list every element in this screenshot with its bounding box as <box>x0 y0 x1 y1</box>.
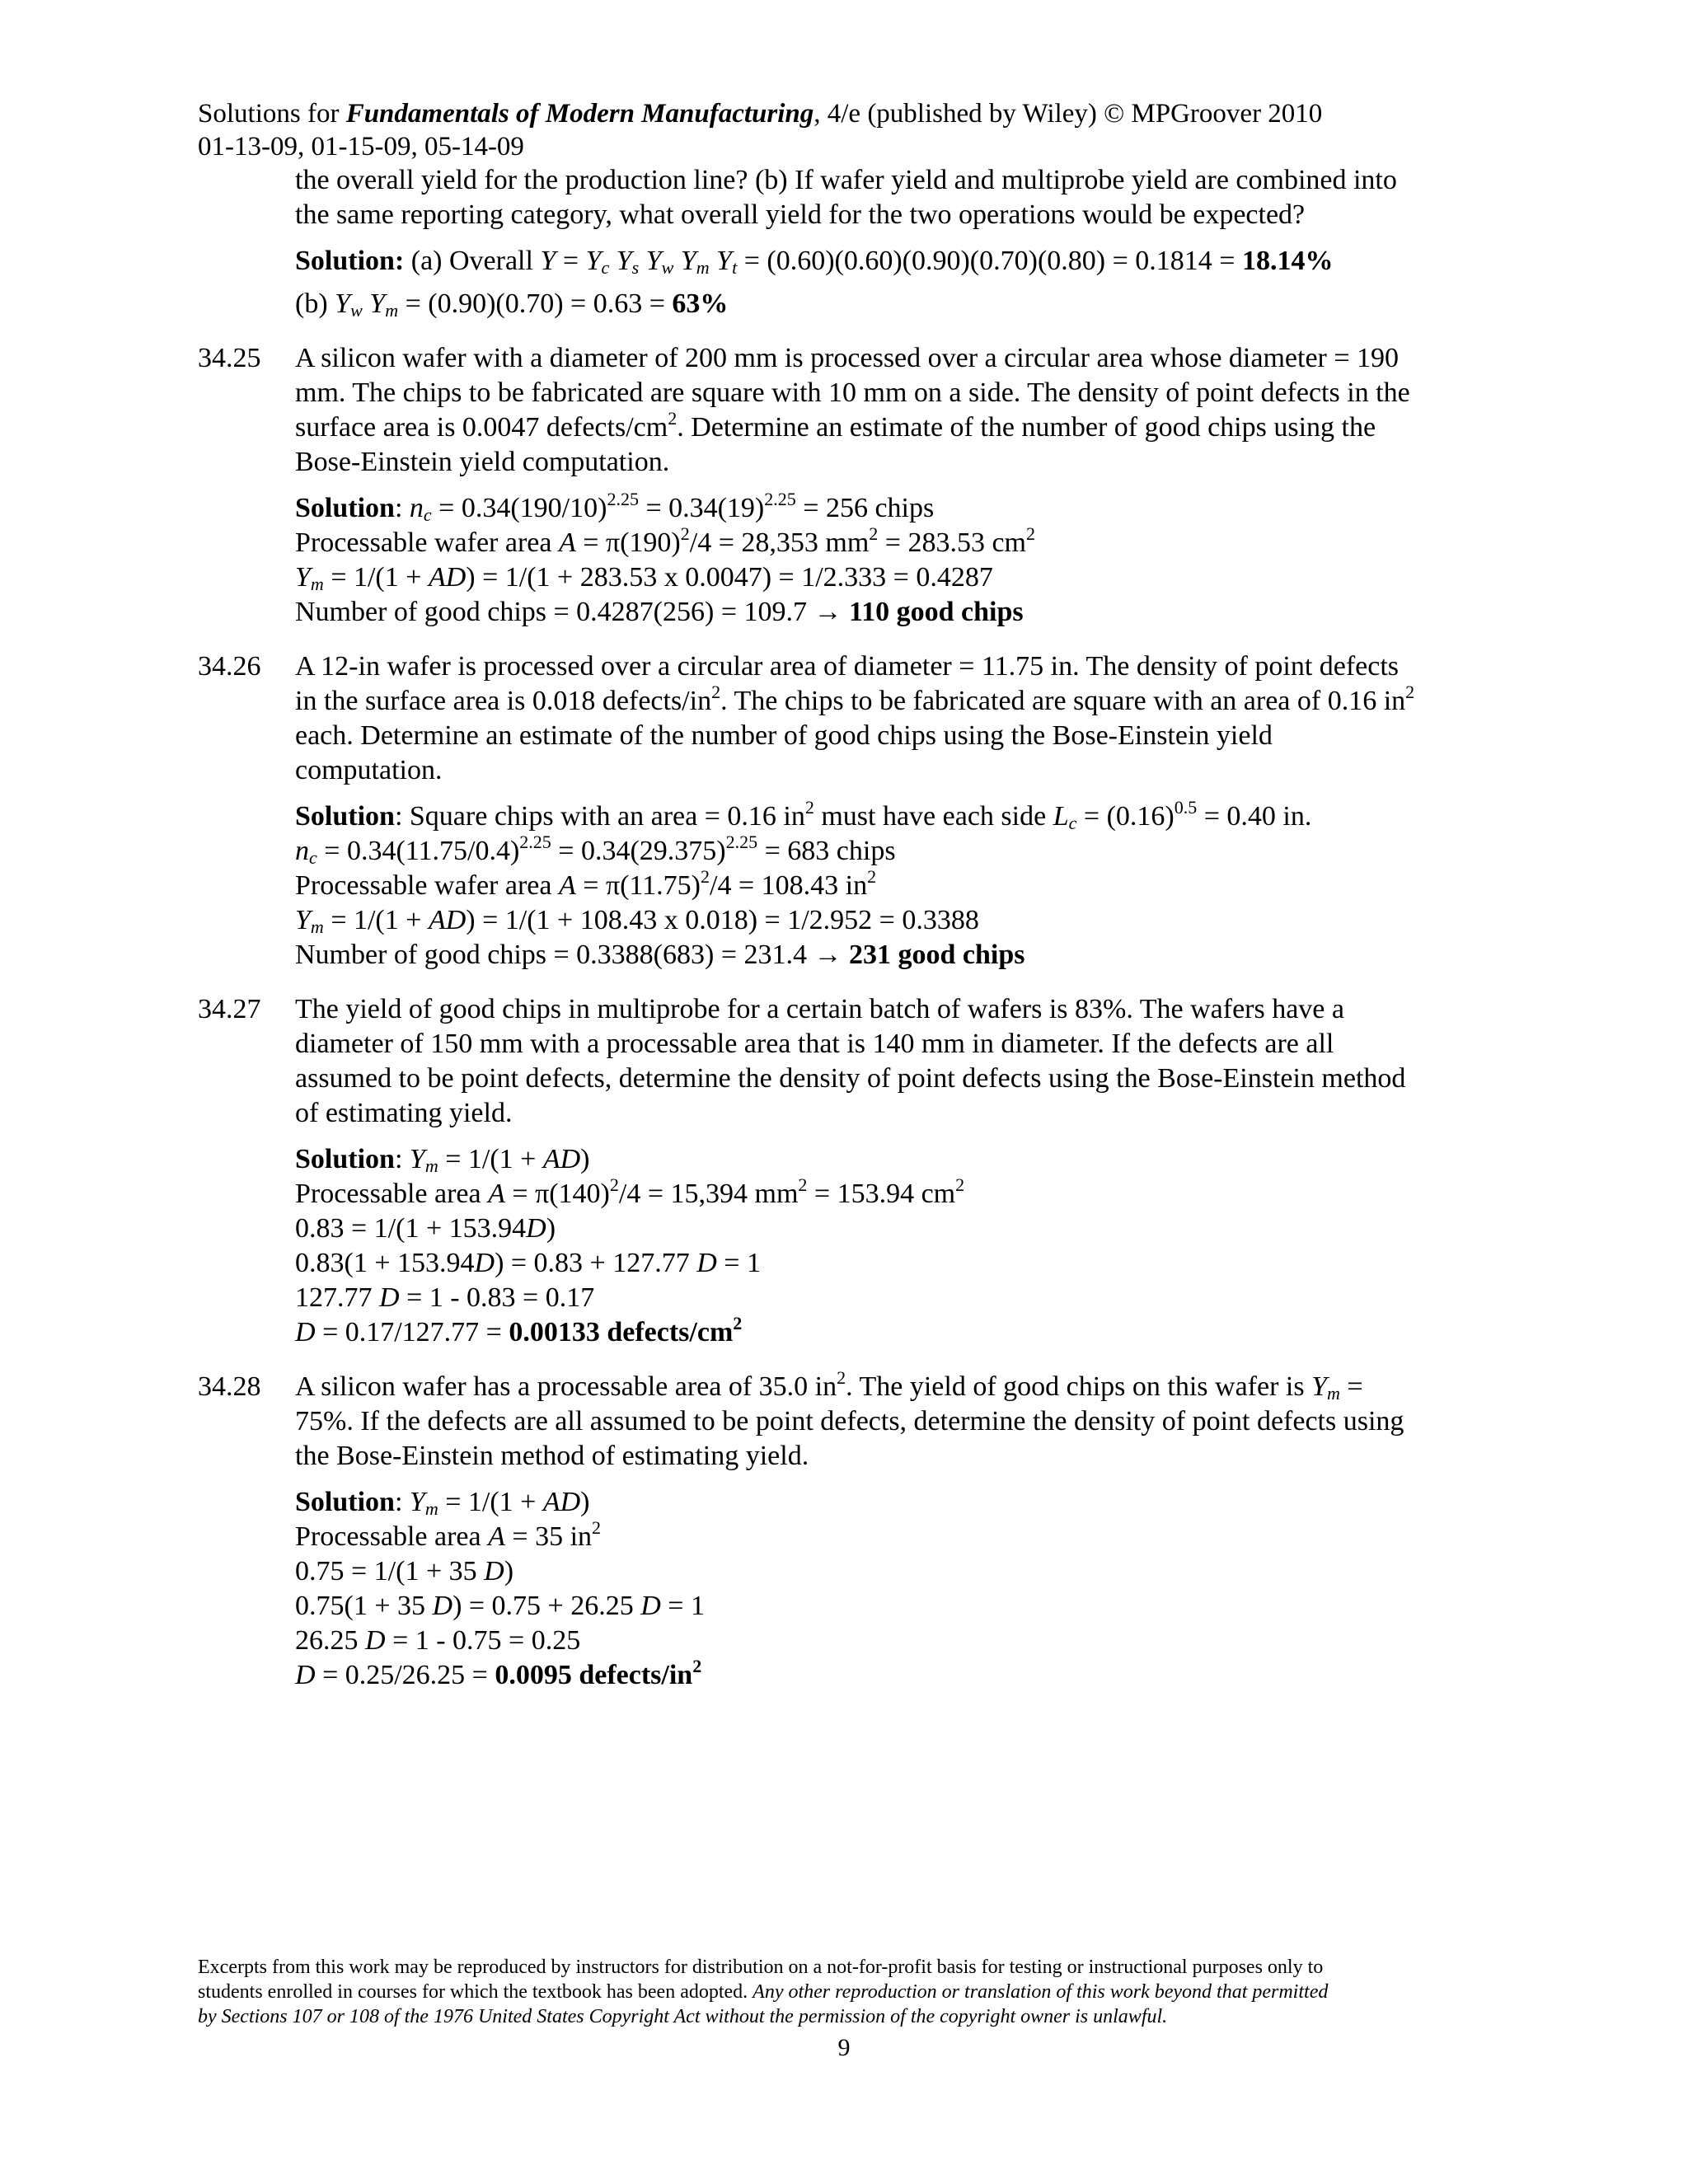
answer: 0.0095 defects/$in^2$ <box>495 1656 702 1690</box>
answer: 0.00133 defects/$cm^2$ <box>509 1313 743 1347</box>
problem-34-28: 34.28 A silicon wafer has a processable area of 35.0 $in^2$. The yield of good chips on this wafer is $Y_m$ = 75%. If the defects are all assumed to be point defects, determine the density of point defects using the Bose-Einstein method of estimating yield. Solution: $Y_m = 1/(1 + AD)$ Processable area A = 35 $in^2$ 0.75 = 1/(1 + 35 D) 0.75(1 + 35 D) = 0.75 + 26.25 D = 1 26.25 D = 1 - 0.75 = 0.25 D = 0.25/26.25 = 0.0095 defects/$in^2$ <box>198 1370 1484 1693</box>
problem-34-26: 34.26 A 12-in wafer is processed over a circular area of diameter = 11.75 in. The density of point defects in the surface area is 0.018 defects/$in^2$. The chips to be fabricated are square with an area of 0.16 $in^2$ each. Determine an estimate of the number of good chips using the Bose-Einstein yield computation. Solution: Square chips with an area = 0.16 $in^2$ must have each side $L_c = (0.16)^{0.5} = 0.40$ in. $n_c = 0.34(11.75/0.4)^{2.25} = 0.34(29.375)^{2.25} = 683$ chips Processable wafer area $A = \pi(11.75)^2/4 = 108.43$ $in^2$ $Y_m = 1/(1 + AD) = 1/(1 + 108.43$ x 0.018) = 1/2.952 = 0.3388 Number of good chips = 0.3388(683) = 231.4 → 231 good chips <box>198 649 1484 972</box>
problem-number: 34.26 <box>198 651 261 682</box>
book-title: Fundamentals of Modern Manufacturing <box>345 99 814 129</box>
header-title-line: Solutions for Fundamentals of Modern Manufacturing, 4/e (published by Wiley) © MPGroover 2010 <box>198 99 1323 129</box>
solution-34-26: Solution: Square chips with an area = 0.16 $in^2$ must have each side $L_c = (0.16)^{0.5} = 0.40$ in. $n_c = 0.34(11.75/0.4)^{2.25} = 0.34(29.375)^{2.25} = 683$ chips Processable wafer area $A = \pi(11.75)^2/4 = 108.43$ $in^2$ $Y_m = 1/(1 + AD) = 1/(1 + 108.43$ x 0.018) = 1/2.952 = 0.3388 Number of good chips = 0.3388(683) = 231.4 → 231 good chips <box>295 797 1312 970</box>
solution-34-27: Solution: $Y_m = 1/(1 + AD)$ Processable area $A = \pi(140)^2/4 = 15,394$ $mm^2 = 153.94$ $cm^2$ 0.83 = 1/(1 + 153.94D) 0.83(1 + 153.94D) = 0.83 + 127.77 D = 1 127.77 D = 1 - 0.83 = 0.17 D = 0.17/127.77 = 0.00133 defects/$cm^2$ <box>295 1144 965 1347</box>
page-content <box>198 163 1484 1693</box>
answer: 63% <box>672 288 729 319</box>
header-dates: 01-13-09, 01-15-09, 05-14-09 <box>198 132 524 162</box>
answer: 110 good chips <box>849 597 1024 627</box>
solution-carryover: Solution: (a) Overall $Y = Y_c$ $Y_s$ $Y_w$ $Y_m$ $Y_t = (0.60)(0.60)(0.90)(0.70)(0.80) = 0.1814 = 18.14\%$ (b) $Y_w$ $Y_m = (0.90)(0.70) = 0.63 = 63\%$ <box>295 246 1334 321</box>
problem-carryover: the overall yield for the production line? (b) If wafer yield and multiprobe yield are combined into the same reporting category, what overall yield for the two operations would be expected? Solution: (a) Overall $Y = Y_c$ $Y_s$ $Y_w$ $Y_m$ $Y_t = (0.60)(0.60)(0.90)(0.70)(0.80) = 0.1814 = 18.14\%$ (b) $Y_w$ $Y_m = (0.90)(0.70) = 0.63 = 63\%$ <box>198 163 1484 321</box>
page-number: 9 <box>837 2034 851 2061</box>
problem-number: 34.27 <box>198 994 261 1024</box>
solution-34-28: Solution: $Y_m = 1/(1 + AD)$ Processable area A = 35 $in^2$ 0.75 = 1/(1 + 35 D) 0.75(1 + 35 D) = 0.75 + 26.25 D = 1 26.25 D = 1 - 0.75 = 0.25 D = 0.25/26.25 = 0.0095 defects/$in^2$ <box>295 1487 705 1690</box>
problem-number: 34.25 <box>198 343 261 373</box>
problem-34-25: 34.25 A silicon wafer with a diameter of 200 mm is processed over a circular area whose diameter = 190 mm. The chips to be fabricated are square with 10 mm on a side. The density of point defects in the surface area is 0.0047 defects/$cm^2$. Determine an estimate of the number of good chips using the Bose-Einstein yield computation. Solution: $n_c = 0.34(190/10)^{2.25} = 0.34(19)^{2.25} = 256$ chips Processable wafer area $A = \pi(190)^2/4 = 28,353$ $mm^2 = 283.53$ $cm^2$ $Y_m = 1/(1 + AD) = 1/(1 + 283.53$ x 0.0047) = 1/2.333 = 0.4287 Number of good chips = 0.4287(256) = 109.7 → 110 good chips <box>198 341 1484 630</box>
problem-number: 34.28 <box>198 1371 261 1402</box>
copyright-footer: Excerpts from this work may be reproduced by instructors for distribution on a not-for-profit basis for testing or instructional purposes only to students enrolled in courses for which the textbook has been adopted. Any other reproduction or translation of this work beyond that permitted by Sections 107 or 108 of the 1976 United States Copyright Act without the permission of the copyright owner is unlawful. <box>198 1957 1329 2027</box>
answer: 231 good chips <box>849 940 1025 970</box>
answer: 18.14% <box>1241 246 1334 276</box>
problem-34-27: 34.27 The yield of good chips in multiprobe for a certain batch of wafers is 83%. The wafers have a diameter of 150 mm with a processable area that is 140 mm in diameter. If the defects are all assumed to be point defects, determine the density of point defects using the Bose-Einstein method of estimating yield. Solution: $Y_m = 1/(1 + AD)$ Processable area $A = \pi(140)^2/4 = 15,394$ $mm^2 = 153.94$ $cm^2$ 0.83 = 1/(1 + 153.94D) 0.83(1 + 153.94D) = 0.83 + 127.77 D = 1 127.77 D = 1 - 0.83 = 0.17 D = 0.17/127.77 = 0.00133 defects/$cm^2$ <box>198 992 1484 1350</box>
page-header <box>198 97 1322 163</box>
solution-34-25: Solution: $n_c = 0.34(190/10)^{2.25} = 0.34(19)^{2.25} = 256$ chips Processable wafer area $A = \pi(190)^2/4 = 28,353$ $mm^2 = 283.53$ $cm^2$ $Y_m = 1/(1 + AD) = 1/(1 + 283.53$ x 0.0047) = 1/2.333 = 0.4287 Number of good chips = 0.4287(256) = 109.7 → 110 good chips <box>295 489 1035 627</box>
